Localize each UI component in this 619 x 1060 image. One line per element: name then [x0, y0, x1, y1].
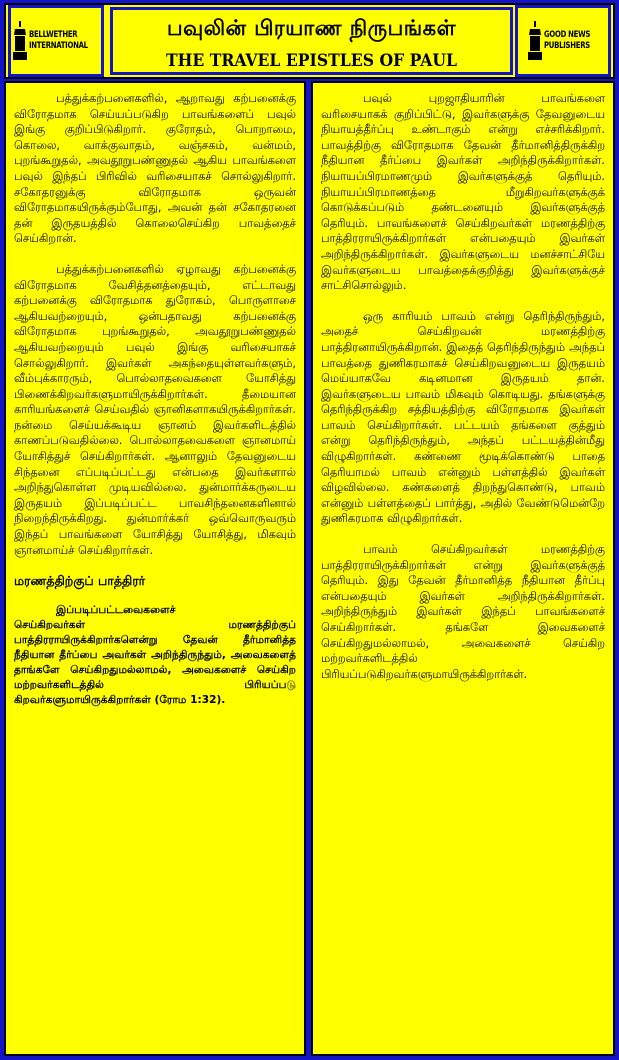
left-logo-line2: INTERNATIONAL: [29, 41, 89, 51]
right-paragraph-3: பாவம் செய்கிறவர்கள் மரணத்திற்கு பாத்திரராயிருக்கிறார்கள் என்று இவர்களுக்குத் தெரியும். இது தேவன் தீர்மானித்த நீதியான தீர்ப்பு என்பதையும் இவர்கள் அறிந்திருக்கிறார்கள். அறிந்திருந்தும் இவர்கள் இந்தப் பாவங்களைச் செய்கிறார்கள். தங்களே இவைகளைச் செய்கிறதுமல்லாமல், அவைகளைச் செய்கிற மற்றவர்களிடத்தில் பிரியப்படுகிறவர்களுமாயிருக்கிறார்கள்.: [321, 542, 605, 681]
publisher-logo-left: [8, 5, 104, 77]
publisher-logo-right: [515, 5, 611, 77]
left-paragraph-1: பத்துக்கற்பனைகளில், ஆறாவது கற்பனைக்கு விரோதமாக செய்யப்படுகிற பாவங்களைப் பவுல் இங்கு குறிப்பிடுகிறார். குரோதம், பொறாமை, கொலை, வாக்குவாதம், வஞ்சகம், வன்மம், புறங்கூறுதல், அவதூறுபண்ணுதல் ஆகிய பாவங்களை பவுல் இந்தப் பிரிவில் வரிசையாகச் சொல்லுகிறார். சகோதரனுக்கு விரோதமாக ஒருவன் விரோதமாகயிருக்கும்போது, அவன் தன் சகோதரனை தன் இருதயத்தில் கொலைசெய்கிற பாவத்தைச் செய்கிறான்.: [14, 91, 296, 246]
quote-first-line: இப்படிப்பட்டவைகளைச்: [56, 603, 176, 616]
right-logo-line1: GOOD NEWS: [543, 30, 591, 40]
left-paragraph-2: பத்துக்கற்பனைகளில் ஏழாவது கற்பனைக்கு விரோதமாக வேசித்தனத்தையும், எட்டாவது கற்பனைக்கு விரோதமாக துரோகம், பொருளாசை ஆகியவற்றையும், ஒன்பதாவது கற்பனைக்கு விரோதமாக புறங்கூறுதல், அவதூறுபண்ணுதல் ஆகியவற்றையும் பவுல் இங்கு வரிசையாகச் சொல்லுகிறார். இவர்கள் அகந்தையுள்ளவர்களும், வீம்புக்காரரும், பொல்லாதவைகளை யோசித்து பிணைக்கிறவர்களுமாயிருக்கிறார்கள். தீமையான காரியங்களைச் செய்வதில் ஞானிகளாகயிருக்கிறார்கள். நன்மை செய்யக்கூடிய ஞானம் இவர்களிடத்தில் காணப்படுவதில்லை. பொல்லாதவைகளை ஞானமாய் யோசித்துச் செய்கிறார்கள். ஆனாலும் தேவனுடைய சிந்தனை எப்படிப்பட்டது என்பதை இவர்களால் அறிந்துகொள்ள முடியவில்லை. துன்மார்க்கருடைய இருதயம் இப்படிப்பட்ட பாவசிந்தனைகளினால் நிறைந்திருக்கிறது. துன்மார்க்கர் ஒவ்வொருவரும் இந்தப் பாவங்களை யோசித்து யோசித்து, மிகவும் ஞானமாய்ச் செய்கிறார்கள்.: [14, 261, 296, 557]
scripture-quote: [14, 603, 296, 708]
building-icon: [528, 21, 542, 61]
page-title-tamil: பவுலின் பிரயாண நிருபங்கள்: [166, 16, 457, 40]
left-column: [4, 81, 306, 1056]
right-paragraph-1: பவுல் புறஜாதியாரின் பாவங்களை வரிசையாகக் குறிப்பிட்டு, இவர்களுக்கு தேவனுடைய நியாயத்தீர்ப்பு உண்டாகும் என்று எச்சரிக்கிறார். பாவத்திற்கு விரோதமாக தேவன் தீர்மானித்திருக்கிற நீதியான தீர்ப்பை இவர்கள் அறிந்திருக்கிறார்கள். நியாயப்பிரமாணமும் இவர்களுக்குத் தெரியும். நியாயப்பிரமாணத்தை மீறுகிறவர்களுக்குக் கொடுக்கப்படும் தண்டனையும் இவர்களுக்குத் தெரியும். பாவங்களைச் செய்கிறவர்கள் மரணத்திற்கு பாத்திரராயிருக்கிறார்கள் என்பதையும் இவர்கள் அறிந்திருக்கிறார்கள். இவர்களுடைய மனச்சாட்சியே இவர்களுடைய பாவத்தைக்குறித்து இவர்களுக்குச் சாட்சிசொல்லும்.: [321, 91, 605, 293]
quote-body: செய்கிறவர்கள் மரணத்திற்குப் பாத்திரராயிருக்கிறார்களென்று தேவன் தீர்மானித்த நீதியான தீர்ப்பை அவர்கள் அறிந்திருந்தும், அவைகளைத் தாங்களே செய்கிறதுமல்லாமல், அவைகளைச் செய்கிற மற்றவர்களிடத்தில் பிரியப்படு கிறவர்களுமாயிருக்கிறார்கள் (ரோம 1:32).: [14, 618, 296, 706]
section-heading: மரணத்திற்குப் பாத்திரர்: [14, 573, 146, 589]
title-block: [110, 7, 513, 75]
page-title-english: THE TRAVEL EPISTLES OF PAUL: [165, 51, 458, 71]
building-icon: [13, 21, 27, 61]
left-logo-line1: BELLWETHER: [29, 30, 78, 40]
right-paragraph-2: ஒரு காரியம் பாவம் என்று தெரிந்திருந்தும், அதைச் செய்கிறவன் மரணத்திற்கு பாத்திரனாயிருக்கிறான். இதைத் தெரிந்திருந்தும் அந்தப் பாவத்தை துணிகரமாகச் செய்கிறவனுடைய இருதயம் மெய்யாகவே கடினமான இருதயம் தான். இவர்களுடைய பாவம் மிகவும் கொடியது. தங்களுக்கு தெரிந்திருக்கிற சத்தியத்திற்கு விரோதமாக இவர்கள் பாவம் செய்கிறார்கள். பட்டயம் தங்களை குத்தும் என்று தெரிந்திருந்தும், அந்தப் பட்டயத்தின்மீது விழுகிறார்கள். கண்ணை மூடிக்கொண்டு பாதை தெரியாமல் பாவம் என்னும் பள்ளத்தில் இவர்கள் விழவில்லை. கண்களைத் திறந்துகொண்டு, பாவம் என்னும் பள்ளத்தைப் பார்த்து, அதில் வேண்டுமென்றே துணிகரமாக விழுகிறார்கள்.: [321, 308, 605, 526]
page-header: [4, 3, 615, 79]
right-logo-line2: PUBLISHERS: [543, 41, 590, 51]
right-column: [311, 81, 615, 1056]
